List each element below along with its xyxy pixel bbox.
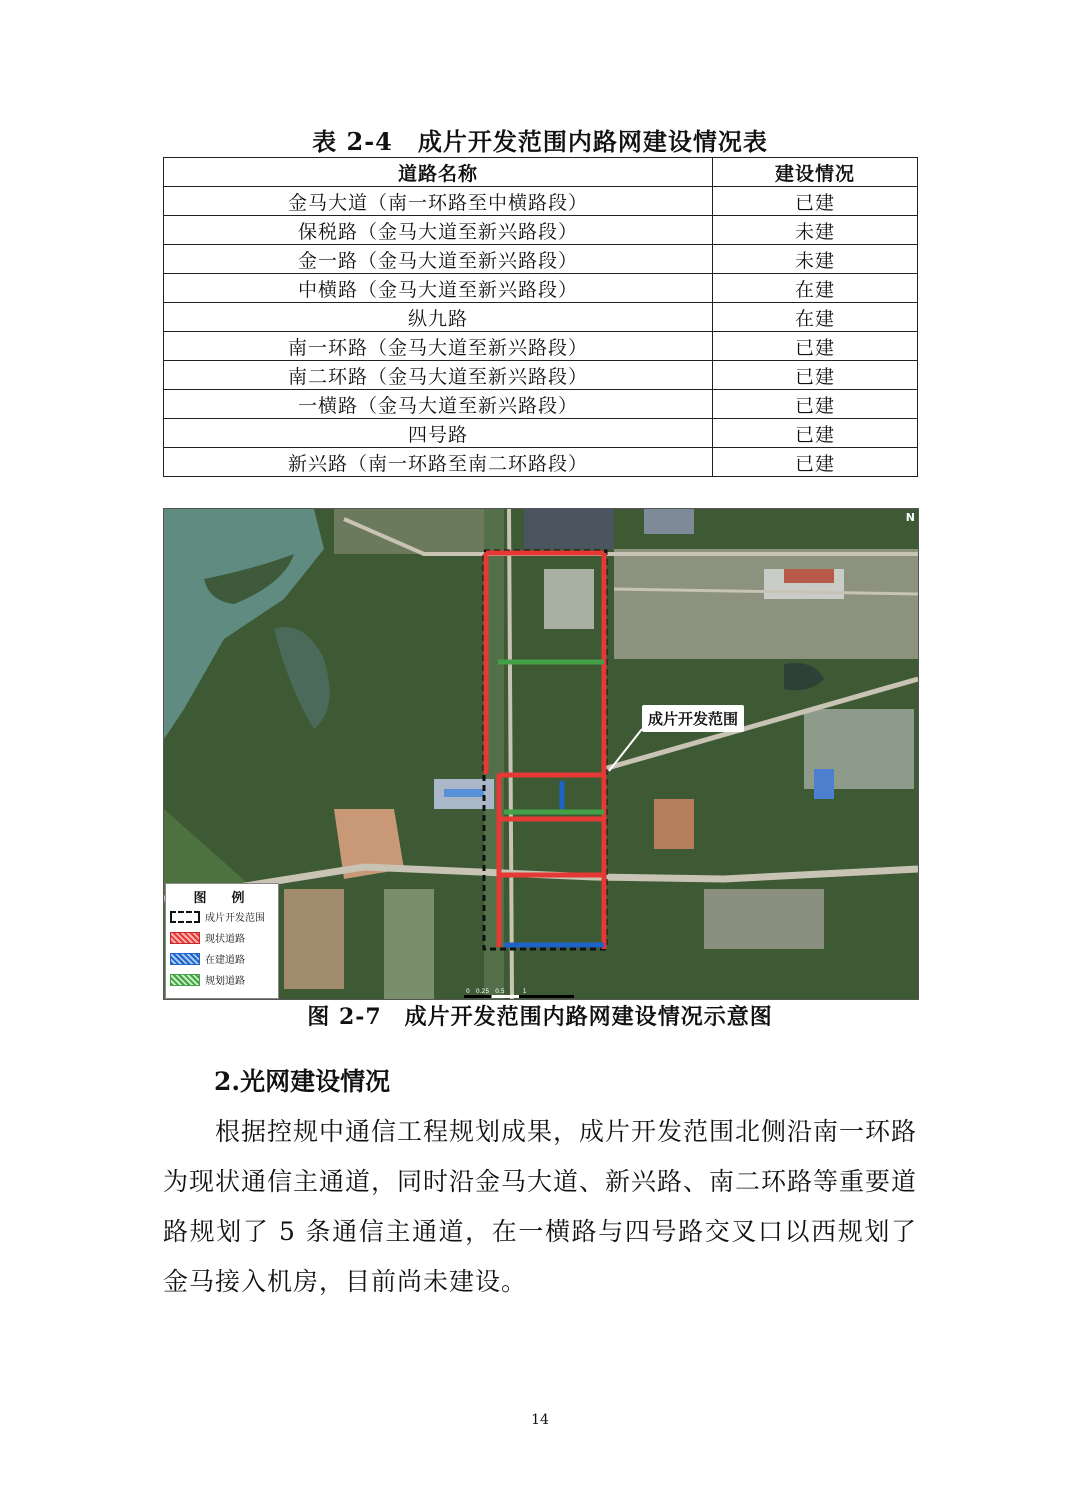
legend-item: [166, 969, 278, 990]
road-name-cell: 南一环路（金马大道至新兴路段）: [164, 332, 713, 361]
road-name-cell: 保税路（金马大道至新兴路段）: [164, 216, 713, 245]
table-header-row: [164, 158, 918, 187]
road-name-cell: 一横路（金马大道至新兴路段）: [164, 390, 713, 419]
status-cell: 未建: [713, 216, 918, 245]
table-row: [164, 216, 918, 245]
figure-caption: 图 2-7 成片开发范围内路网建设情况示意图: [307, 1004, 773, 1030]
table-row: [164, 361, 918, 390]
status-cell: 在建: [713, 303, 918, 332]
legend-label: 规划道路: [205, 976, 245, 987]
road-network-table: [163, 157, 918, 477]
table-row: [164, 303, 918, 332]
range-callout: 成片开发范围: [642, 705, 744, 732]
section-heading: 2.光网建设情况: [214, 1067, 391, 1096]
header-status: 建设情况: [713, 158, 918, 187]
road-network-map: [163, 508, 919, 1000]
legend-title: 图 例: [193, 891, 251, 906]
status-cell: 已建: [713, 419, 918, 448]
planned-road-swatch-icon: [170, 974, 200, 986]
status-cell: 未建: [713, 245, 918, 274]
map-legend: [165, 883, 279, 999]
table-row: [164, 419, 918, 448]
body-paragraph: 根据控规中通信工程规划成果，成片开发范围北侧沿南一环路为现状通信主通道，同时沿金马大道、新兴路、南二环路等重要道路规划了 5 条通信主通道，在一横路与四号路交叉口以西规划了金马接入机房，目前尚未建设。: [163, 1117, 918, 1296]
status-cell: 已建: [713, 187, 918, 216]
header-road-name: 道路名称: [164, 158, 713, 187]
legend-label: 在建道路: [205, 955, 245, 966]
status-cell: 在建: [713, 274, 918, 303]
road-name-cell: 金马大道（南一环路至中横路段）: [164, 187, 713, 216]
road-name-cell: 中横路（金马大道至新兴路段）: [164, 274, 713, 303]
status-cell: 已建: [713, 332, 918, 361]
legend-label: 现状道路: [205, 934, 245, 945]
legend-label: 成片开发范围: [205, 913, 265, 924]
building-road-swatch-icon: [170, 953, 200, 965]
legend-item: [166, 906, 278, 927]
road-name-cell: 四号路: [164, 419, 713, 448]
table-row: [164, 332, 918, 361]
table-row: [164, 245, 918, 274]
road-name-cell: 新兴路（南一环路至南二环路段）: [164, 448, 713, 477]
table-row: [164, 187, 918, 216]
north-arrow-icon: N: [905, 511, 915, 524]
existing-road-swatch-icon: [170, 932, 200, 944]
table-row: [164, 274, 918, 303]
table-row: [164, 448, 918, 477]
status-cell: 已建: [713, 448, 918, 477]
status-cell: 已建: [713, 361, 918, 390]
page-number: 14: [531, 1412, 549, 1428]
status-cell: 已建: [713, 390, 918, 419]
road-name-cell: 纵九路: [164, 303, 713, 332]
table-row: [164, 390, 918, 419]
legend-item: [166, 927, 278, 948]
scale-bar: [464, 995, 574, 998]
scale-text: 0 0.25 0.5 1: [466, 988, 527, 995]
road-name-cell: 南二环路（金马大道至新兴路段）: [164, 361, 713, 390]
road-name-cell: 金一路（金马大道至新兴路段）: [164, 245, 713, 274]
table-title: 表 2-4 成片开发范围内路网建设情况表: [312, 127, 768, 156]
legend-item: [166, 948, 278, 969]
range-swatch-icon: [170, 911, 200, 923]
